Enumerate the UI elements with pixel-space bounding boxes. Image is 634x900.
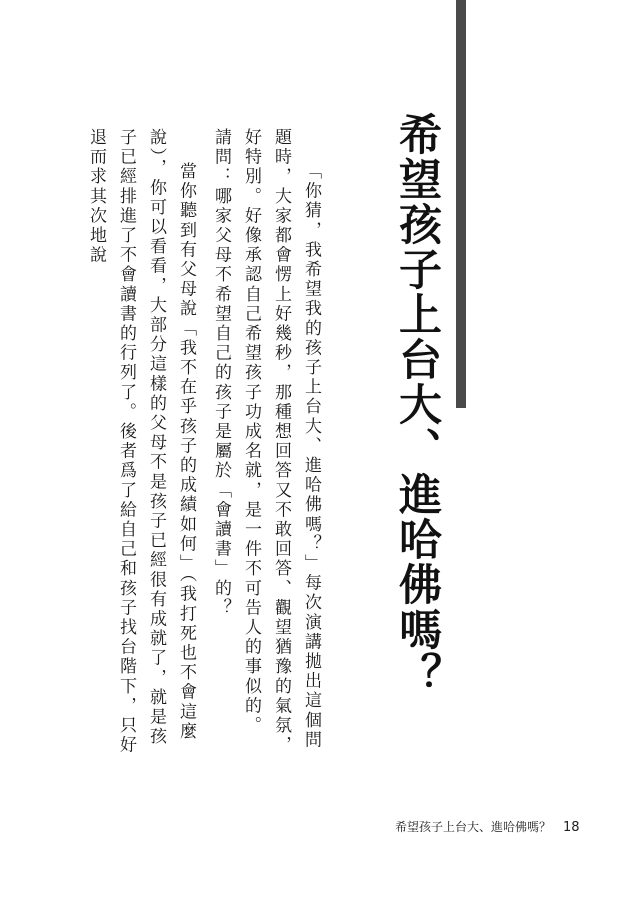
page-footer bbox=[395, 818, 580, 835]
paragraph-3: 當你聽到有父母說「我不在乎孩子的成績如何」（我打死也不會這麼說），你可以看看，大部分這樣的父母不是孩子已經很有成就了，就是孩子已經排進了不會讀書的行列了。後者爲了給自己和孩子找台階下，只好退而求其次地說 bbox=[86, 128, 196, 756]
chapter-side-bar bbox=[456, 0, 466, 408]
page-number: 18 bbox=[563, 820, 580, 835]
running-title: 希望孩子上台大、進哈佛嗎？ bbox=[395, 820, 552, 834]
paragraph-2: 請問：哪家父母不希望自己的孩子是屬於「會讀書」的？ bbox=[211, 128, 231, 618]
chapter-title: 希望孩子上台大、進哈佛嗎？ bbox=[392, 112, 442, 697]
body-text bbox=[81, 128, 326, 758]
paragraph-1: 「你猜，我希望我的孩子上台大、進哈佛嗎？」每次演講拋出這個問題時，大家都會愣上好幾秒，那種想回答又不敢回答、觀望猶豫的氣氛，好特別。好像承認自己希望孩子功成名就，是一件不可告人的事似的。 bbox=[241, 128, 321, 756]
